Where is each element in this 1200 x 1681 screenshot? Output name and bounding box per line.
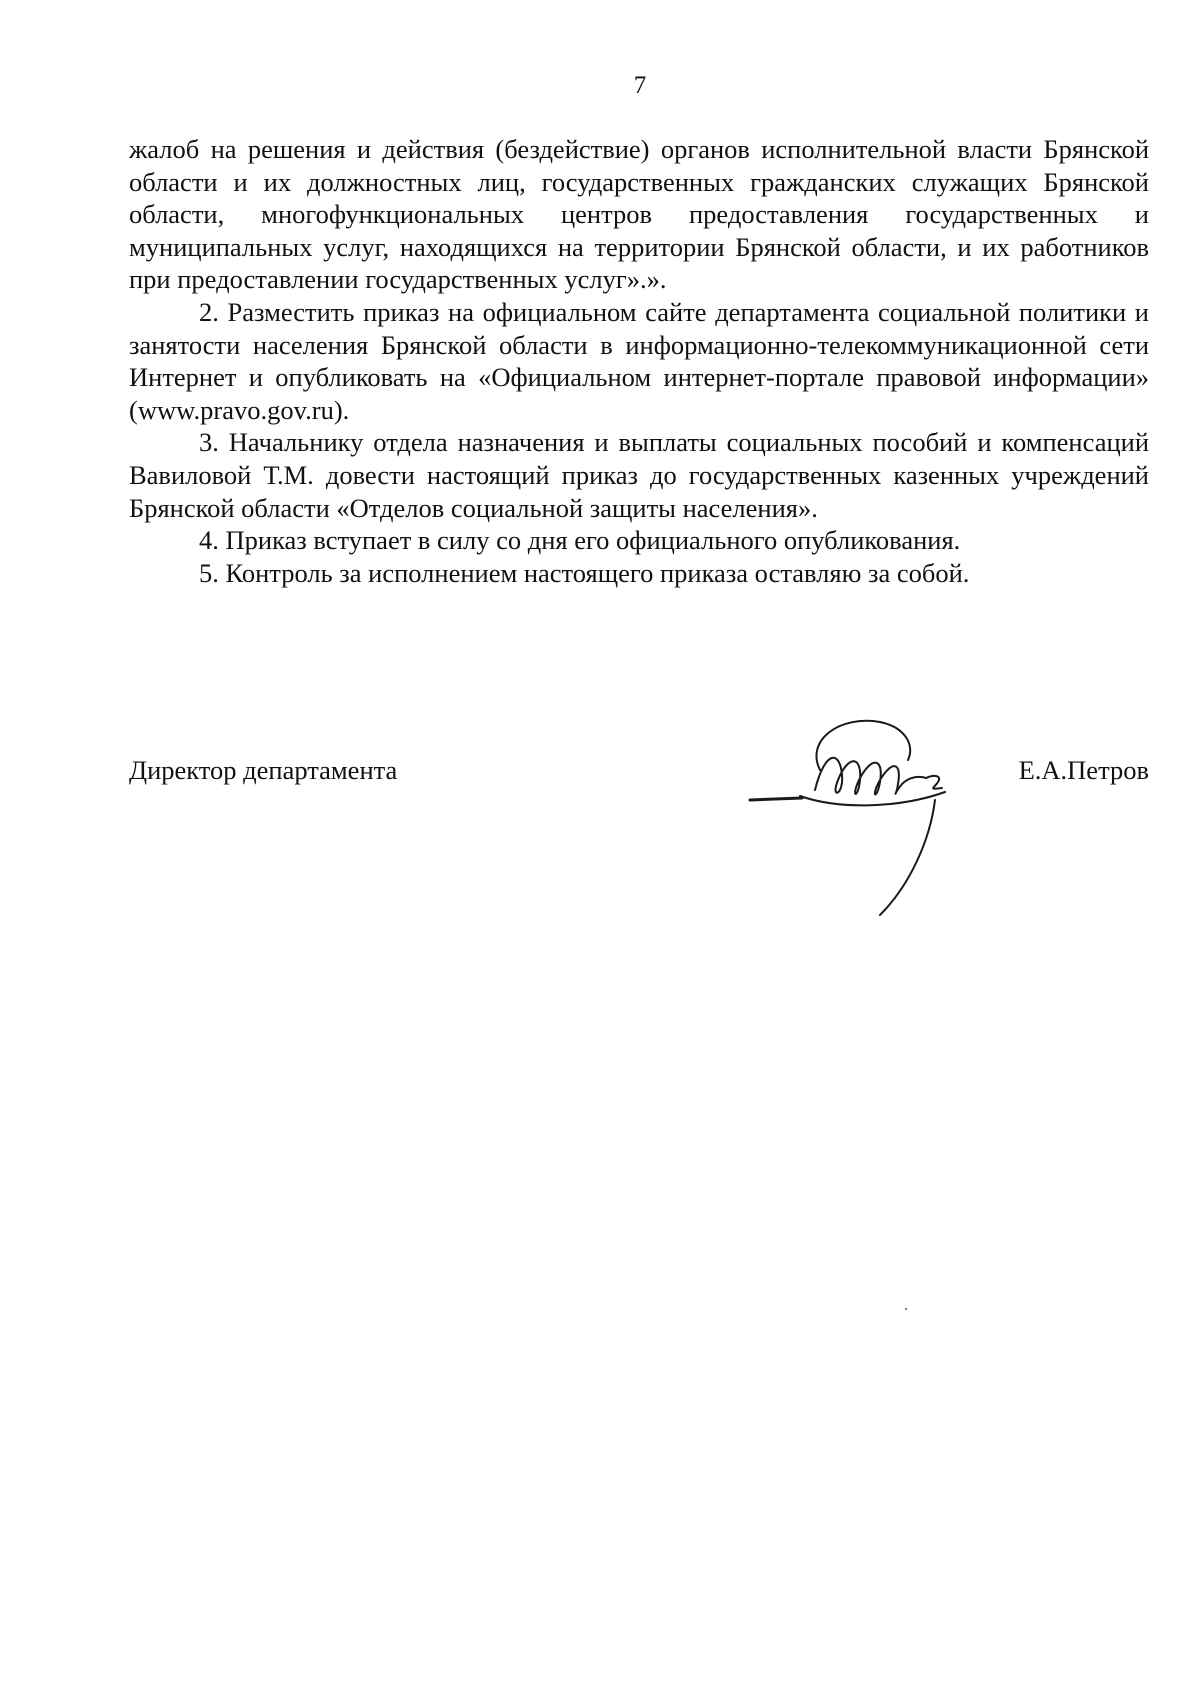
scan-speck	[905, 1308, 907, 1310]
paragraph-item-2: 2. Разместить приказ на официальном сайте департамента социальной политики и занятости населения Брянской области в информационно-телекоммуникационной сети Интернет и опубликовать на «Официальном интернет-портале правовой информации» (www.pravo.gov.ru).	[129, 296, 1149, 425]
page-number: 7	[633, 72, 647, 99]
signer-title: Директор департамента	[129, 755, 398, 785]
handwritten-signature	[730, 700, 1010, 930]
signer-name: Е.А.Петров	[1018, 755, 1149, 785]
paragraph-continuation: жалоб на решения и действия (бездействие) органов исполнительной власти Брянской области и их должностных лиц, государственных гражданских служащих Брянской области, многофункциональных центров предоставления государственных и муниципальных услуг, находящихся на территории Брянской области, и их работников при предоставлении государственных услуг».».	[129, 134, 1149, 295]
document-body	[129, 133, 1149, 589]
paragraph-item-3: 3. Начальнику отдела назначения и выплаты социальных пособий и компенсаций Вавиловой Т.М. довести настоящий приказ до государственных казенных учреждений Брянской области «Отделов социальной защиты населения».	[129, 427, 1149, 523]
paragraph-item-4: 4. Приказ вступает в силу со дня его официального опубликования.	[199, 525, 961, 556]
paragraph-item-5: 5. Контроль за исполнением настоящего приказа оставляю за собой.	[199, 557, 970, 588]
